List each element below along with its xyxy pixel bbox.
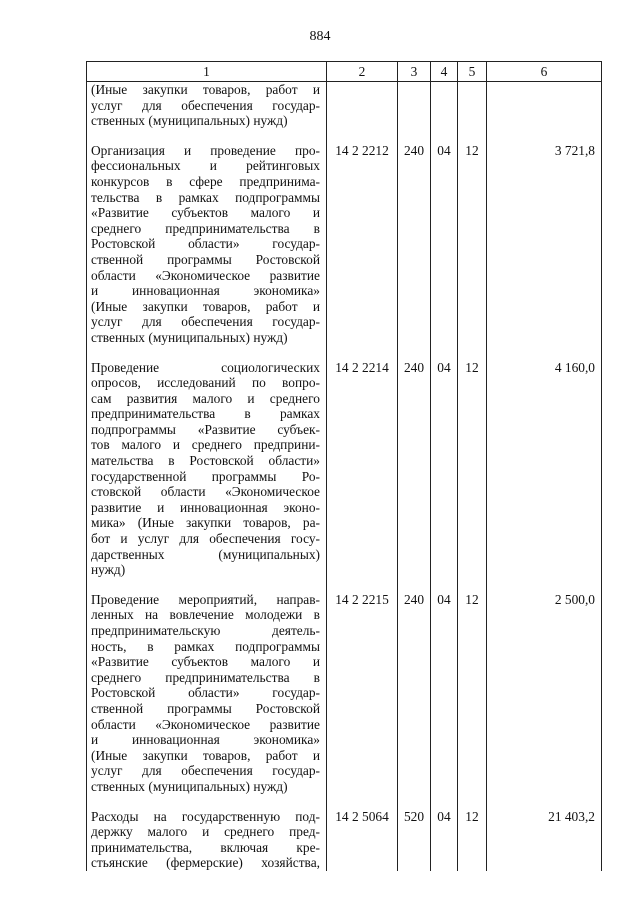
description-line: дарственных (муниципальных) — [91, 546, 320, 562]
description-line: Проведение социологических — [91, 359, 320, 375]
description-line: мательства в Ростовской области» — [91, 453, 320, 469]
column-header-name: 1 — [87, 62, 327, 82]
row-description — [87, 578, 327, 795]
description-line: мика» (Иные закупки товаров, ра- — [91, 515, 320, 531]
description-line: ленных на вовлечение молодежи в — [91, 607, 320, 623]
description-line: среднего предпринимательства в — [91, 669, 320, 685]
row-description — [87, 346, 327, 578]
row-csr-code — [327, 82, 398, 129]
row-pr-code: 12 — [458, 578, 487, 795]
column-header-pr: 5 — [458, 62, 487, 82]
table-row — [87, 795, 602, 871]
row-csr-code: 14 2 2212 — [327, 129, 398, 346]
row-csr-code: 14 2 2215 — [327, 578, 398, 795]
description-line: тов малого и среднего предприни- — [91, 437, 320, 453]
description-line: Ростовской области» государ- — [91, 685, 320, 701]
description-line: «Развитие субъектов малого и — [91, 205, 320, 221]
row-amount: 2 500,0 — [487, 578, 602, 795]
description-line: принимательства, включая кре- — [91, 839, 320, 855]
description-line: держку малого и среднего пред- — [91, 824, 320, 840]
column-header-rz: 4 — [431, 62, 458, 82]
row-rz-code: 04 — [431, 795, 458, 871]
description-line: ность, в рамках подпрограммы — [91, 638, 320, 654]
description-line: услуг для обеспечения государ- — [91, 314, 320, 330]
description-line: Проведение мероприятий, направ- — [91, 591, 320, 607]
row-vr-code: 240 — [398, 129, 431, 346]
row-amount: 3 721,8 — [487, 129, 602, 346]
description-line: ственной программы Ростовской — [91, 700, 320, 716]
table-body — [87, 82, 602, 871]
description-line: (Иные закупки товаров, работ и — [91, 747, 320, 763]
description-line: сам развития малого и среднего — [91, 390, 320, 406]
description-line: стовской области «Экономическое — [91, 484, 320, 500]
description-line: тельства в рамках подпрограммы — [91, 189, 320, 205]
row-rz-code — [431, 82, 458, 129]
row-vr-code: 520 — [398, 795, 431, 871]
row-rz-code: 04 — [431, 346, 458, 578]
description-line: государственной программы Ро- — [91, 468, 320, 484]
description-line: нужд) — [91, 562, 126, 578]
description-line: фессиональных и рейтинговых — [91, 158, 320, 174]
description-line: (Иные закупки товаров, работ и — [91, 298, 320, 314]
page-number: 884 — [309, 29, 331, 44]
description-line: развитие и инновационная эконо- — [91, 499, 320, 515]
budget-table — [86, 61, 602, 871]
row-vr-code — [398, 82, 431, 129]
description-line: Ростовской области» государ- — [91, 236, 320, 252]
description-line: предпринимательскую деятель- — [91, 623, 320, 638]
table-header-row — [87, 62, 602, 82]
row-rz-code: 04 — [431, 129, 458, 346]
row-description — [87, 129, 327, 346]
description-line: Расходы на государственную под- — [91, 808, 320, 824]
description-line: бот и услуг для обеспечения госу- — [91, 531, 320, 547]
table-row — [87, 578, 602, 795]
row-description — [87, 795, 327, 871]
description-line: ственных (муниципальных) нужд) — [91, 778, 288, 794]
row-pr-code: 12 — [458, 129, 487, 346]
description-line: области «Экономическое развитие — [91, 716, 320, 732]
description-line: услуг для обеспечения государ- — [91, 97, 320, 113]
row-description — [87, 82, 327, 129]
description-line: ственных (муниципальных) нужд) — [91, 113, 288, 129]
description-line: «Развитие субъектов малого и — [91, 654, 320, 670]
description-line: ственной программы Ростовской — [91, 251, 320, 267]
description-line: стьянские (фермерские) хозяйства, — [91, 855, 320, 871]
row-amount — [487, 82, 602, 129]
description-line: конкурсов в сфере предпринима- — [91, 173, 320, 189]
row-csr-code: 14 2 2214 — [327, 346, 398, 578]
table-row — [87, 129, 602, 346]
row-csr-code: 14 2 5064 — [327, 795, 398, 871]
column-header-csr: 2 — [327, 62, 398, 82]
column-header-vr: 3 — [398, 62, 431, 82]
table-row — [87, 82, 602, 129]
description-line: предпринимательства в рамках — [91, 406, 320, 422]
description-line: опросов, исследований по вопро- — [91, 375, 320, 391]
description-line: Организация и проведение про- — [91, 142, 320, 158]
table-row — [87, 346, 602, 578]
description-line: области «Экономическое развитие — [91, 267, 320, 283]
row-vr-code: 240 — [398, 346, 431, 578]
row-vr-code: 240 — [398, 578, 431, 795]
description-line: и инновационная экономика» — [91, 283, 320, 299]
row-pr-code — [458, 82, 487, 129]
row-amount: 4 160,0 — [487, 346, 602, 578]
row-amount: 21 403,2 — [487, 795, 602, 871]
row-pr-code: 12 — [458, 346, 487, 578]
row-pr-code: 12 — [458, 795, 487, 871]
description-line: (Иные закупки товаров, работ и — [91, 82, 320, 97]
description-line: услуг для обеспечения государ- — [91, 763, 320, 779]
description-line: и инновационная экономика» — [91, 732, 320, 748]
description-line: ственных (муниципальных) нужд) — [91, 329, 288, 345]
row-rz-code: 04 — [431, 578, 458, 795]
column-header-amount: 6 — [487, 62, 602, 82]
description-line: среднего предпринимательства в — [91, 220, 320, 236]
description-line: подпрограммы «Развитие субъек- — [91, 421, 320, 437]
